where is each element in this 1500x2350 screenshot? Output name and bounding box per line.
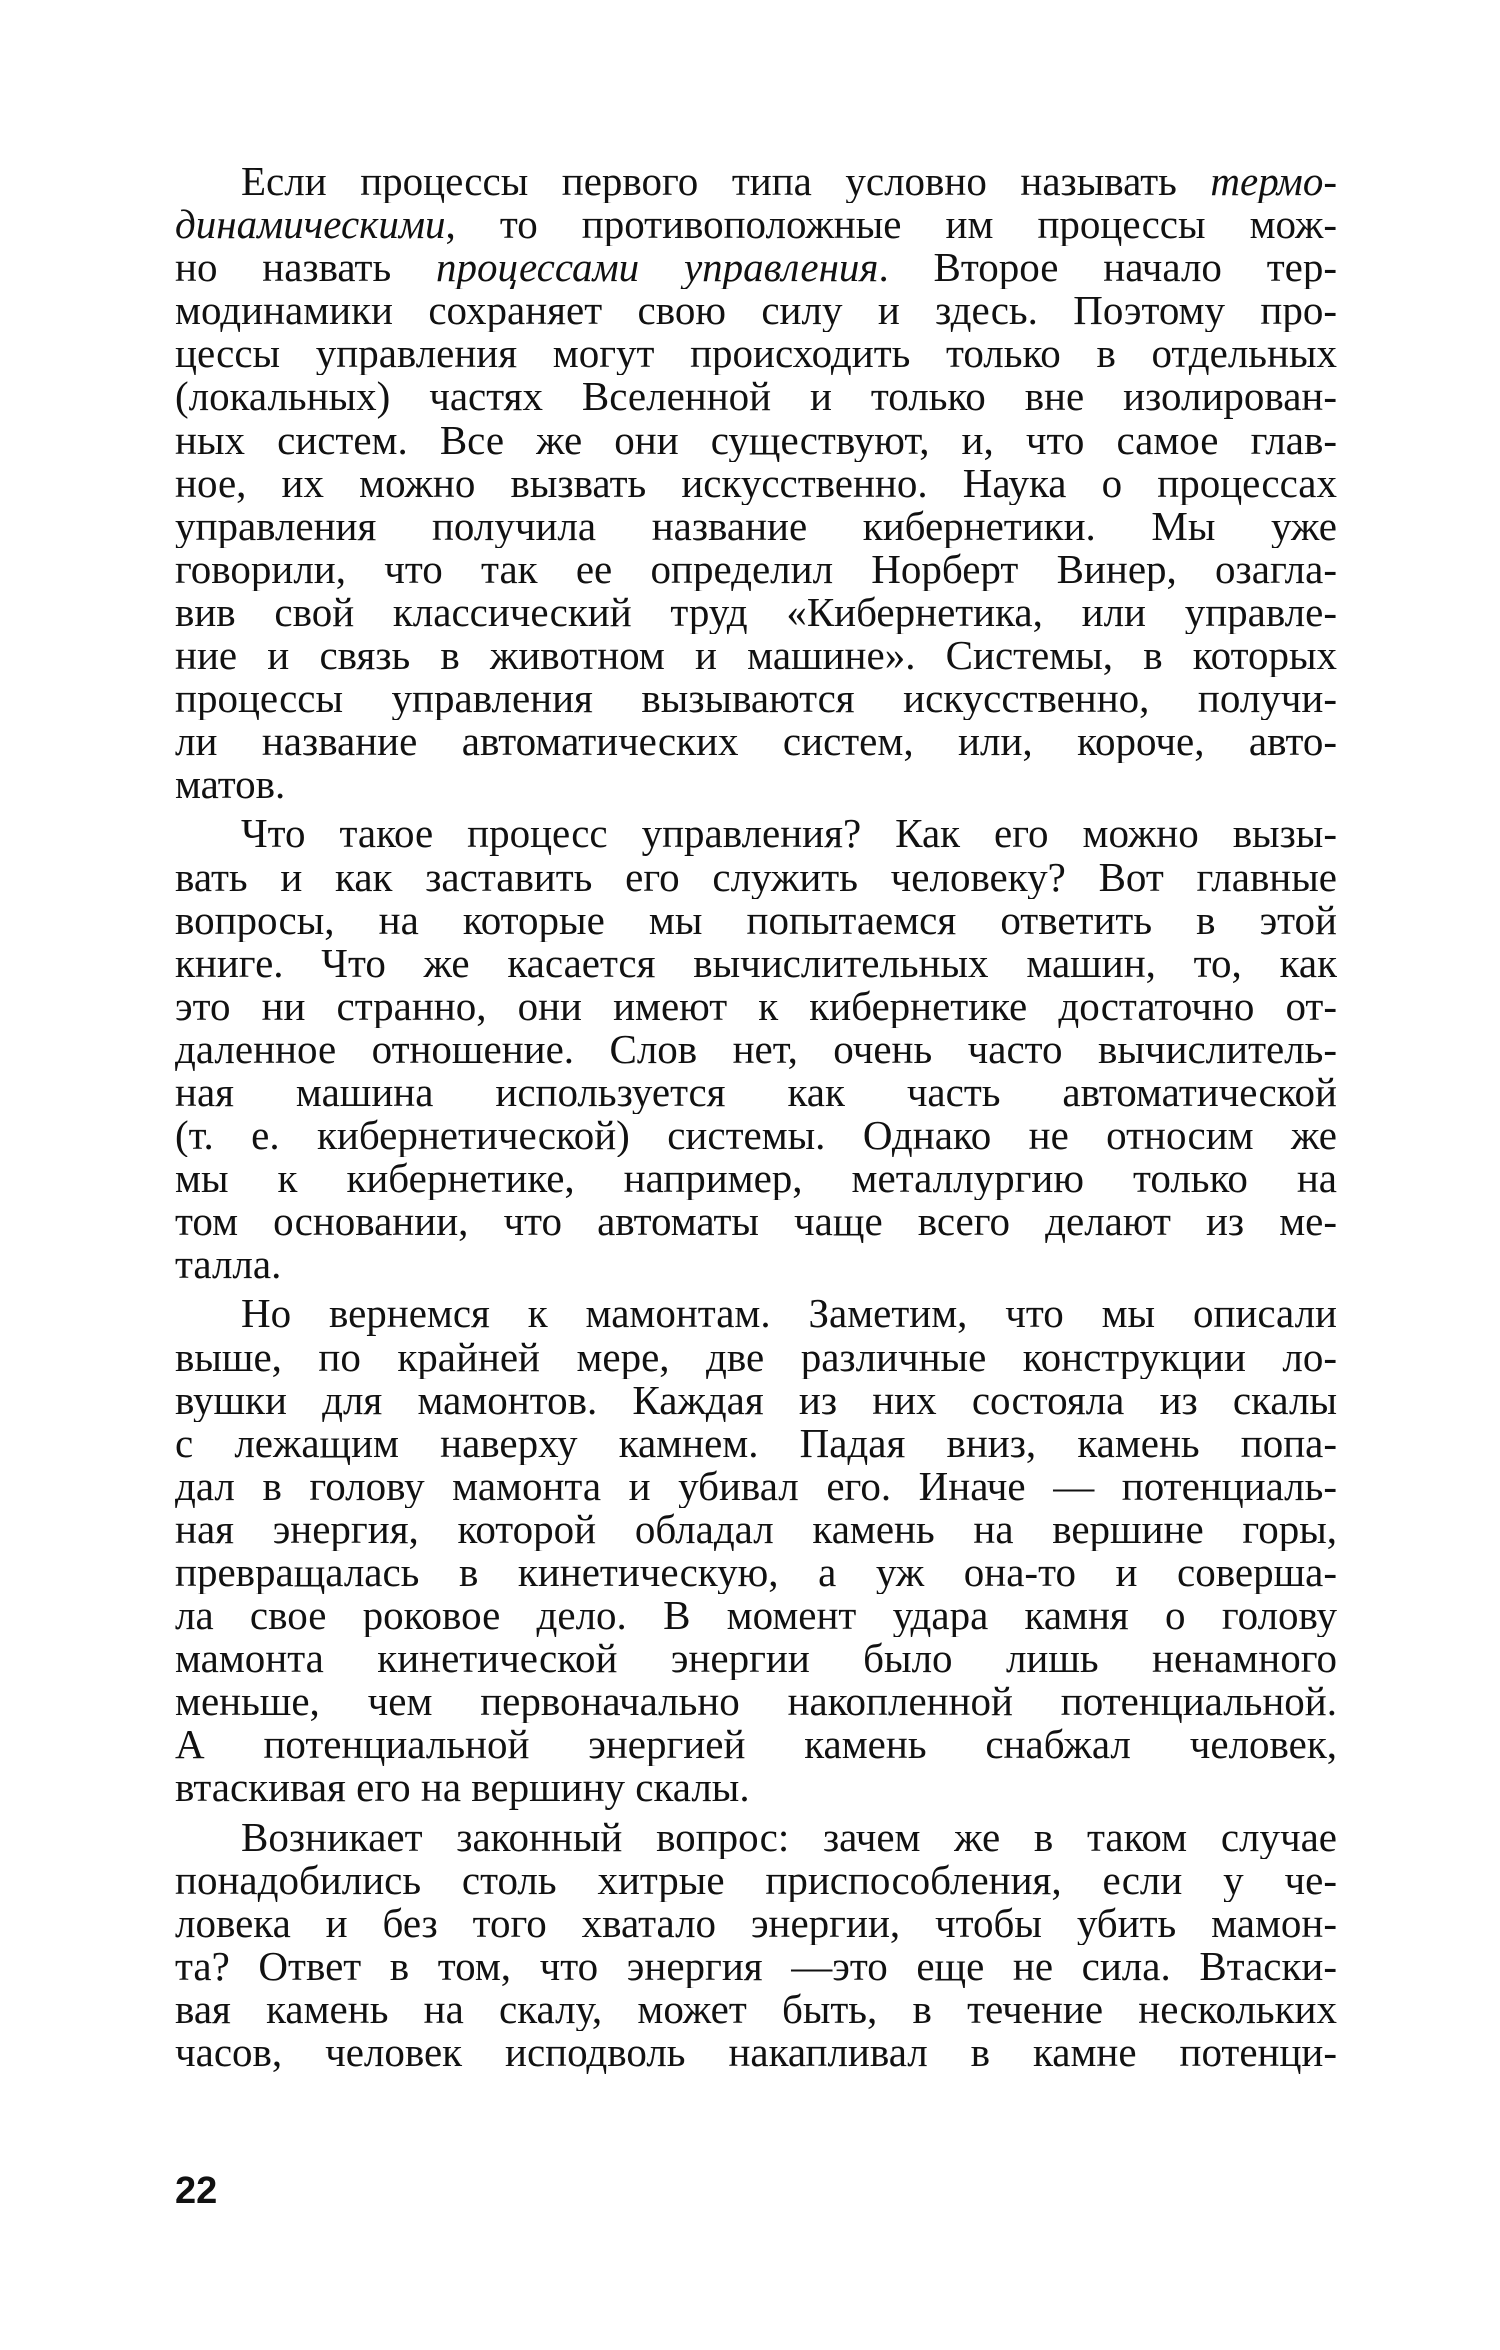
text-line — [175, 462, 1337, 505]
text-line — [175, 985, 1337, 1028]
text-line — [175, 942, 1337, 985]
text-line — [175, 1637, 1337, 1680]
text-line — [175, 1200, 1337, 1243]
text-run: вив свой классический труд «Кибернетика, или управле- — [175, 590, 1337, 635]
text-line — [175, 1902, 1337, 1945]
text-line — [175, 1071, 1337, 1114]
text-line — [175, 856, 1337, 899]
text-run: вая камень на скалу, может быть, в течение нескольких — [175, 1987, 1337, 2032]
text-line — [175, 2031, 1337, 2074]
text-run: та? Ответ в том, что энергия —это еще не сила. Втаски- — [175, 1944, 1337, 1988]
text-line — [175, 332, 1337, 375]
text-run: талла. — [175, 1243, 282, 1287]
text-line — [175, 1945, 1337, 1988]
text-line — [175, 375, 1337, 418]
text-line — [175, 1680, 1337, 1723]
text-run: говорили, что так ее определил Норберт Винер, озагла- — [175, 547, 1337, 591]
text-run: ние и связь в животном и машине». Системы, в которых — [175, 634, 1337, 678]
italic-term: процессами управления — [435, 246, 879, 290]
text-run: превращалась в кинетическую, а уж она-то и соверша- — [175, 1551, 1337, 1595]
text-run: вушки для мамонтов. Каждая из них состояла из скалы — [175, 1378, 1337, 1422]
text-run: том основании, что автоматы чаще всего делают из ме- — [175, 1200, 1337, 1244]
paragraph — [175, 1816, 1337, 2075]
text-line — [175, 1422, 1337, 1465]
text-run: Но вернемся к мамонтам. Заметим, что мы описали — [241, 1292, 1337, 1336]
text-line — [175, 1723, 1337, 1766]
text-run: ных систем. Все же они существуют, и, что самое глав- — [175, 418, 1337, 462]
text-run: мамонта кинетической энергии было лишь ненамного — [175, 1637, 1337, 1681]
text-line — [175, 203, 1337, 246]
text-run: (т. е. кибернетической) системы. Однако не относим же — [175, 1114, 1337, 1158]
text-line — [175, 1594, 1337, 1637]
text-line — [175, 591, 1337, 634]
text-run: Если процессы первого типа условно называть — [241, 160, 1211, 204]
text-run: дал в голову мамонта и убивал его. Иначе — потенциаль- — [175, 1464, 1337, 1508]
text-line — [175, 1028, 1337, 1071]
text-line — [175, 1508, 1337, 1551]
text-line — [175, 1816, 1337, 1859]
text-run: , то противоположные им процессы мож- — [445, 203, 1337, 247]
text-run: . Второе начало тер- — [878, 246, 1337, 290]
text-line — [175, 1243, 1337, 1286]
text-line — [175, 160, 1337, 203]
text-run: но назвать — [175, 246, 436, 290]
text-line — [175, 1114, 1337, 1157]
italic-term: термо- — [1210, 160, 1337, 204]
text-run: мы к кибернетике, например, металлургию только на — [175, 1157, 1337, 1201]
text-line — [175, 419, 1337, 462]
text-line — [175, 548, 1337, 591]
text-run: ловека и без того хватало энергии, чтобы убить мамон- — [175, 1901, 1337, 1945]
text-line — [175, 1988, 1337, 2031]
text-line — [175, 1551, 1337, 1594]
text-run: выше, по крайней мере, две различные конструкции ло- — [175, 1335, 1337, 1379]
text-line — [175, 763, 1337, 806]
text-line — [175, 1157, 1337, 1200]
text-line — [175, 812, 1337, 855]
text-line — [175, 505, 1337, 548]
text-run: часов, человек исподволь накапливал в камне потенци- — [175, 2031, 1337, 2075]
text-run: понадобились столь хитрые приспособления, если у че- — [175, 1858, 1337, 1902]
text-run: книге. Что же касается вычислительных машин, то, как — [175, 941, 1337, 985]
text-run: процессы управления вызываются искусственно, получи- — [175, 677, 1337, 721]
text-run: ли название автоматических систем, или, короче, авто- — [175, 720, 1337, 764]
text-line — [175, 899, 1337, 942]
text-run: (локальных) частях Вселенной и только вне изолирован- — [175, 375, 1337, 419]
text-run: управления получила название кибернетики. Мы уже — [175, 504, 1337, 548]
text-line — [175, 289, 1337, 332]
text-line — [175, 1859, 1337, 1902]
text-run: модинамики сохраняет свою силу и здесь. Поэтому про- — [175, 289, 1337, 333]
italic-term: динамическими — [175, 203, 446, 247]
text-line — [175, 1336, 1337, 1379]
text-run: А потенциальной энергией камень снабжал человек, — [175, 1723, 1337, 1767]
text-run: ная машина используется как часть автоматической — [175, 1070, 1337, 1115]
text-line — [175, 720, 1337, 763]
text-run: это ни странно, они имеют к кибернетике достаточно от- — [175, 984, 1337, 1028]
text-run: даленное отношение. Слов нет, очень часто вычислитель- — [175, 1027, 1337, 1071]
text-run: ла свое роковое дело. В момент удара камня о голову — [175, 1594, 1337, 1638]
paragraph — [175, 812, 1337, 1286]
paragraph — [175, 160, 1337, 806]
text-run: Что такое процесс управления? Как его можно вызы- — [241, 812, 1337, 856]
text-line — [175, 1379, 1337, 1422]
text-run: меньше, чем первоначально накопленной потенциальной. — [175, 1680, 1337, 1724]
text-line — [175, 246, 1337, 289]
body-text — [175, 160, 1337, 2074]
text-run: ное, их можно вызвать искусственно. Наука о процессах — [175, 461, 1337, 505]
text-run: втаскивая его на вершину скалы. — [175, 1766, 750, 1810]
text-run: ная энергия, которой обладал камень на вершине горы, — [175, 1507, 1337, 1551]
text-line — [175, 1766, 1337, 1809]
text-run: Возникает законный вопрос: зачем же в таком случае — [241, 1815, 1337, 1859]
text-run: вать и как заставить его служить человеку? Вот главные — [175, 855, 1337, 899]
paragraph — [175, 1292, 1337, 1809]
text-run: с лежащим наверху камнем. Падая вниз, камень попа- — [175, 1421, 1337, 1465]
text-run: вопросы, на которые мы попытаемся ответить в этой — [175, 898, 1337, 942]
text-run: матов. — [175, 763, 286, 807]
text-line — [175, 634, 1337, 677]
text-line — [175, 1292, 1337, 1335]
text-line — [175, 1465, 1337, 1508]
text-run: цессы управления могут происходить только в отдельных — [175, 332, 1337, 376]
page-number: 22 — [175, 2170, 218, 2212]
text-line — [175, 677, 1337, 720]
